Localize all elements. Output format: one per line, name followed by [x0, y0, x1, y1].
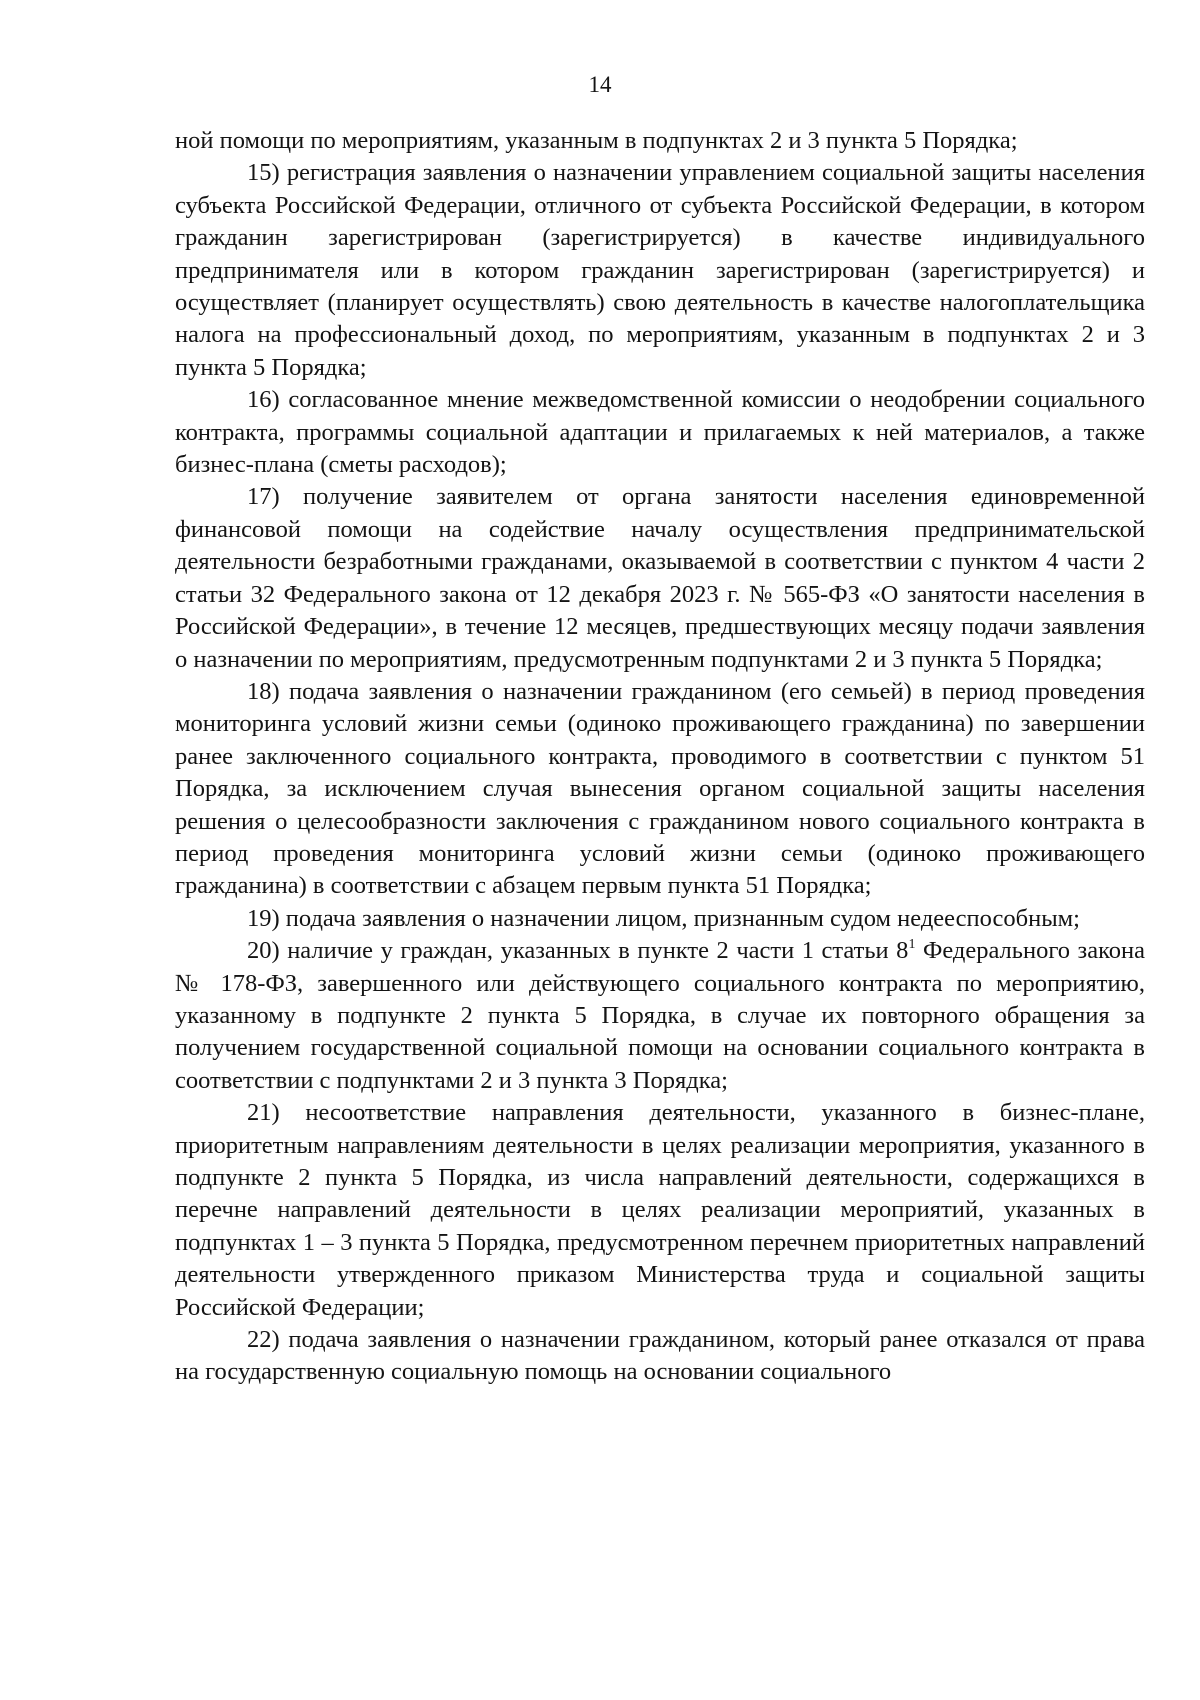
paragraph-item-18: 18) подача заявления о назначении гражданином (его семьей) в период проведения мониторинга условий жизни семьи (одиноко проживающего гражданина) по завершении ранее заключенного социального контракта, проводимого в соответствии с пунктом 51 Порядка, за исключением случая вынесения органом социальной защиты населения решения о целесообразности заключения с гражданином нового социального контракта в период проведения мониторинга условий жизни семьи (одиноко проживающего гражданина) в соответствии с абзацем первым пункта 51 Порядка; — [175, 677, 1145, 900]
paragraph-item-19: 19) подача заявления о назначении лицом, признанным судом недееспособным; — [247, 904, 1080, 932]
paragraph-item-22: 22) подача заявления о назначении гражданином, который ранее отказался от права на государственную социальную помощь на основании социального — [175, 1326, 1145, 1386]
paragraph-item-20 — [175, 935, 1145, 1097]
paragraph-item-20-text-end: Федерального закона № 178-ФЗ, завершенного или действующего социального контракта по мероприятию, указанному в подпункте 2 пункта 5 Порядка, в случае их повторного обращения за получением государственной социальной помощи на основании социального контракта в соответствии с подпунктами 2 и 3 пункта 3 Порядка; — [175, 937, 1145, 1094]
document-body — [175, 125, 1145, 1389]
paragraph-continuation: ной помощи по мероприятиям, указанным в подпунктах 2 и 3 пункта 5 Порядка; — [175, 127, 1018, 154]
paragraph-item-21: 21) несоответствие направления деятельности, указанного в бизнес-плане, приоритетным направлениям деятельности в целях реализации мероприятия, указанного в подпункте 2 пункта 5 Порядка, из числа направлений деятельности, содержащихся в перечне направлений деятельности в целях реализации мероприятий, указанных в подпунктах 1 – 3 пункта 5 Порядка, предусмотренном перечнем приоритетных направлений деятельности утвержденного приказом Министерства труда и социальной защиты Российской Федерации; — [175, 1099, 1145, 1321]
paragraph-item-20-text-start: 20) наличие у граждан, указанных в пункте 2 части 1 статьи 8 — [247, 937, 909, 965]
page-number: 14 — [588, 72, 612, 97]
paragraph-item-17: 17) получение заявителем от органа занятости населения единовременной финансовой помощи на содействие началу осуществления предпринимательской деятельности безработными гражданами, оказываемой в соответствии с пунктом 4 части 2 статьи 32 Федерального закона от 12 декабря 2023 г. № 565-ФЗ «О занятости населения в Российской Федерации», в течение 12 месяцев, предшествующих месяцу подачи заявления о назначении по мероприятиям, предусмотренным подпунктами 2 и 3 пункта 5 Порядка; — [175, 483, 1145, 673]
paragraph-item-15: 15) регистрация заявления о назначении управлением социальной защиты населения субъекта Российской Федерации, отличного от субъекта Российской Федерации, в котором гражданин зарегистрирован (зарегистрируется) в качестве индивидуального предпринимателя или в котором гражданин зарегистрирован (зарегистрируется) и осуществляет (планирует осуществлять) свою деятельность в качестве налогоплательщика налога на профессиональный доход, по мероприятиям, указанным в подпунктах 2 и 3 пункта 5 Порядка; — [175, 159, 1145, 381]
paragraph-item-16: 16) согласованное мнение межведомственной комиссии о неодобрении социального контракта, программы социальной адаптации и прилагаемых к ней материалов, а также бизнес-плана (сметы расходов); — [175, 386, 1145, 479]
superscript-article-number: 1 — [908, 937, 916, 953]
